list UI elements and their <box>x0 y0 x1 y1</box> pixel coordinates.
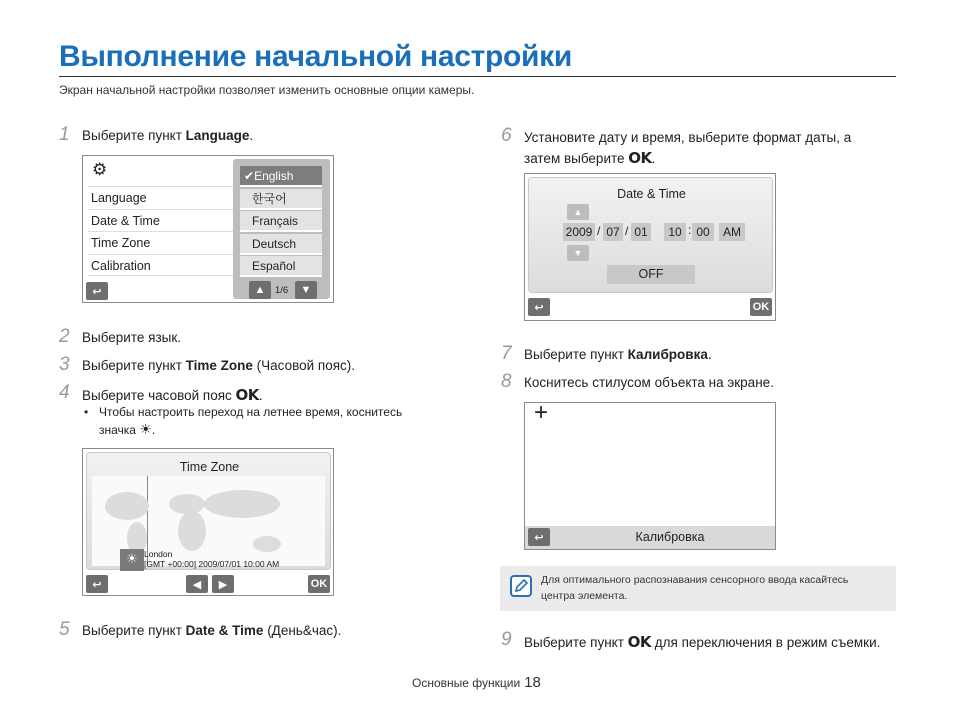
step-1: 1 Выберите пункт Language. <box>59 124 254 145</box>
prev-zone-button[interactable] <box>186 575 208 593</box>
back-button[interactable] <box>86 282 108 300</box>
note-box <box>500 566 896 611</box>
chevron-down-icon: ▼ <box>573 248 583 258</box>
note-pencil-icon <box>510 575 532 597</box>
gear-icon: ⚙ <box>92 160 108 179</box>
back-icon: ↩ <box>534 301 544 314</box>
timezone-city: London <box>144 549 173 559</box>
page-title: Выполнение начальной настройки <box>59 40 573 73</box>
month-field[interactable]: 07 <box>603 223 623 241</box>
day-field[interactable]: 01 <box>631 223 651 241</box>
calibration-label: Калибровка <box>635 530 705 544</box>
check-icon: ✔ <box>244 169 255 183</box>
page-number: 18 <box>524 674 541 691</box>
dst-bullet: • Чтобы настроить переход на летнее время, коснитесь значка ☀. <box>84 405 403 437</box>
intro-text: Экран начальной настройки позволяет изменить основные опции камеры. <box>59 83 475 97</box>
dst-sun-button[interactable] <box>120 549 144 571</box>
increase-button[interactable] <box>567 204 589 220</box>
timezone-screen <box>82 448 334 596</box>
language-option-korean[interactable]: 한국어 <box>240 189 322 210</box>
scroll-down-button[interactable] <box>295 281 317 299</box>
datetime-panel: Date & Time ▲ 2009 / 07 / 01 10 : 00 AM ▼ OFF <box>528 177 773 293</box>
language-option-english[interactable]: ✔English <box>240 166 322 187</box>
bullet-dot: • <box>84 405 89 419</box>
menu-item-language[interactable]: Language <box>88 186 233 208</box>
datetime-screen <box>524 173 776 321</box>
chevron-down-icon: ▼ <box>300 284 312 296</box>
back-button[interactable] <box>86 575 108 593</box>
datetime-title: Date & Time <box>617 187 686 201</box>
chevron-right-icon: ▶ <box>218 578 228 591</box>
menu-item-date-time[interactable]: Date & Time <box>88 209 233 231</box>
timezone-info <box>144 549 279 569</box>
ok-button[interactable]: OK <box>750 298 772 316</box>
step-4: 4 Выберите часовой пояс OK. <box>59 382 263 404</box>
chevron-left-icon: ◀ <box>192 578 202 591</box>
step-3: 3 Выберите пункт Time Zone (Часовой пояс). <box>59 354 356 375</box>
back-icon: ↩ <box>534 531 544 544</box>
menu-item-calibration[interactable]: Calibration <box>88 254 233 276</box>
year-field[interactable]: 2009 <box>563 223 595 241</box>
dst-toggle[interactable]: OFF <box>607 265 695 284</box>
ok-icon: OK <box>235 386 259 404</box>
title-rule <box>59 76 896 77</box>
timezone-gmt: [GMT +00:00] 2009/07/01 10:00 AM <box>144 559 280 569</box>
decrease-button[interactable] <box>567 245 589 261</box>
sun-icon: ☀ <box>126 551 138 566</box>
menu-item-time-zone[interactable]: Time Zone <box>88 231 233 253</box>
next-zone-button[interactable] <box>212 575 234 593</box>
calibration-target-icon[interactable]: + <box>534 399 549 426</box>
calibration-bar <box>525 526 775 549</box>
step-9: 9 Выберите пункт OK для переключения в режим съемки. <box>501 629 881 651</box>
timezone-title: Time Zone <box>179 460 240 474</box>
step-5: 5 Выберите пункт Date & Time (День&час). <box>59 619 342 640</box>
sun-icon: ☀ <box>139 421 152 437</box>
language-option-french[interactable]: Français <box>240 211 322 232</box>
chevron-up-icon: ▲ <box>254 284 266 296</box>
language-screen <box>82 155 334 303</box>
hour-field[interactable]: 10 <box>664 223 686 241</box>
step-2: 2 Выберите язык. <box>59 326 181 347</box>
ampm-field[interactable]: AM <box>719 223 745 241</box>
language-option-spanish[interactable]: Español <box>240 256 322 277</box>
ok-icon: OK <box>628 149 652 167</box>
chevron-up-icon: ▲ <box>573 207 583 217</box>
minute-field[interactable]: 00 <box>692 223 714 241</box>
step-7: 7 Выберите пункт Калибровка. <box>501 343 712 364</box>
back-icon: ↩ <box>92 285 102 298</box>
language-option-german[interactable]: Deutsch <box>240 234 322 255</box>
ok-button[interactable]: OK <box>308 575 330 593</box>
note-text: Для оптимального распознавания сенсорного ввода касайтесь центра элемента. <box>541 574 849 602</box>
step-6: 6 Установите дату и время, выберите формат даты, а затем выберите OK. <box>501 125 852 167</box>
back-button[interactable] <box>528 298 550 316</box>
back-button[interactable] <box>528 528 550 546</box>
footer-section: Основные функции <box>412 676 521 690</box>
page-footer <box>412 674 541 691</box>
ok-icon: OK <box>627 633 652 651</box>
timezone-map-panel <box>86 452 331 570</box>
page-indicator: 1/6 <box>275 285 289 296</box>
back-icon: ↩ <box>92 578 102 591</box>
step-8: 8 Коснитесь стилусом объекта на экране. <box>501 371 774 392</box>
scroll-up-button[interactable] <box>249 281 271 299</box>
language-dropdown <box>233 159 330 299</box>
calibration-screen <box>524 399 776 550</box>
